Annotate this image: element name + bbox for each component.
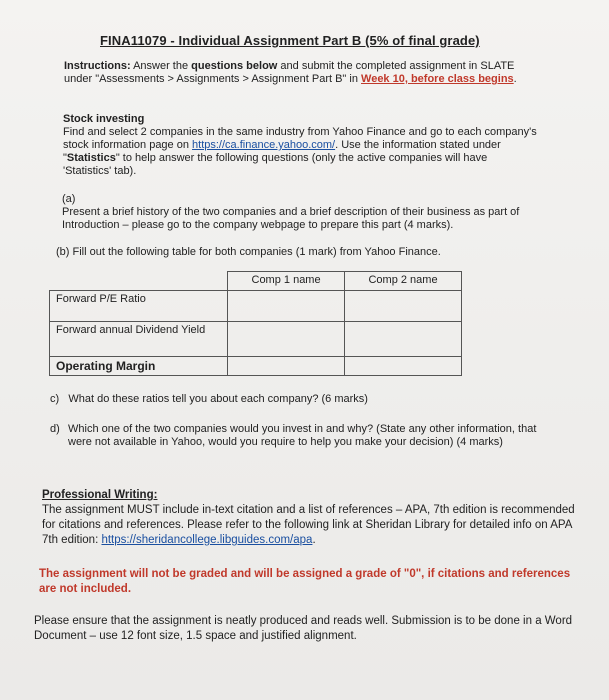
table-corner-cell <box>50 272 228 291</box>
question-a-text: Present a brief history of the two companies and a brief description of their business as part of Introduction – please go to the company webpage to prepare this part (4 marks). <box>62 206 520 231</box>
stock-text-2: . Use the information stated under " <box>63 139 501 164</box>
table-header-row <box>50 272 462 291</box>
cell-comp1-dividend-yield[interactable] <box>228 322 345 357</box>
professional-writing-end: . <box>312 534 316 546</box>
question-d-text: Which one of the two companies would you invest in and why? (State any other information, that were not available in Yahoo, would you require to help you make your decision) (4 marks) <box>68 423 537 448</box>
yahoo-finance-link[interactable]: https://ca.finance.yahoo.com/ <box>192 139 336 151</box>
instructions-bold: questions below <box>191 60 278 72</box>
question-a-label: (a) <box>62 193 76 205</box>
due-date-highlight: Week 10, before class begins <box>361 73 514 85</box>
cell-comp2-operating-margin[interactable] <box>345 357 462 376</box>
question-c <box>50 393 550 405</box>
stock-text-1: Find and select 2 companies in the same industry from Yahoo Finance and go to each company's stock information page on <box>63 126 537 151</box>
cell-comp1-operating-margin[interactable] <box>228 357 345 376</box>
professional-writing-section <box>42 488 582 548</box>
question-c-text: What do these ratios tell you about each company? (6 marks) <box>68 393 368 405</box>
question-d-label: d) <box>50 423 60 435</box>
question-d <box>50 423 560 449</box>
table-row <box>50 291 462 322</box>
instructions-text-2: and submit the completed assignment in SLATE under "Assessments > Assignments > Assignment Part B" in <box>64 60 515 85</box>
submission-instructions: Please ensure that the assignment is neatly produced and reads well. Submission is to be done in a Word Document – use 12 font size, 1.5 space and justified alignment. <box>34 615 573 642</box>
instructions-text-1: Answer the <box>130 60 192 72</box>
professional-writing-text: The assignment MUST include in-text citation and a list of references – APA, 7th edition is recommended for citations and references. Please refer to the following link at Sheridan Library for detailed info on APA 7th edition: <box>42 504 575 546</box>
cell-comp2-dividend-yield[interactable] <box>345 322 462 357</box>
question-a <box>62 193 542 232</box>
row-label-forward-pe: Forward P/E Ratio <box>50 291 228 322</box>
apa-guide-link[interactable]: https://sheridancollege.libguides.com/apa <box>101 534 313 546</box>
row-label-dividend-yield: Forward annual Dividend Yield <box>50 322 228 357</box>
instructions-label: Instructions: <box>64 60 131 72</box>
question-b <box>56 246 536 258</box>
stock-text-3: " to help answer the following questions (only the active companies will have 'Statistics' tab). <box>63 152 488 177</box>
stock-investing-section <box>63 113 538 178</box>
question-b-label: (b) <box>56 246 70 258</box>
question-b-text: Fill out the following table for both companies (1 mark) from Yahoo Finance. <box>72 246 441 258</box>
table-header-comp2: Comp 2 name <box>345 272 462 291</box>
row-label-operating-margin: Operating Margin <box>50 357 228 376</box>
question-c-label: c) <box>50 393 60 405</box>
table-row <box>50 322 462 357</box>
ratios-table <box>49 271 462 376</box>
table-row <box>50 357 462 376</box>
instructions-paragraph <box>64 60 534 86</box>
professional-writing-heading: Professional Writing: <box>42 489 158 501</box>
stock-heading: Stock investing <box>63 113 145 125</box>
instructions-text-3: . <box>513 73 517 85</box>
cell-comp2-forward-pe[interactable] <box>345 291 462 322</box>
table-header-comp1: Comp 1 name <box>228 272 345 291</box>
cell-comp1-forward-pe[interactable] <box>228 291 345 322</box>
citation-warning: The assignment will not be graded and will be assigned a grade of "0", if citations and references are not included. <box>39 568 571 595</box>
page-title: FINA11079 - Individual Assignment Part B (5% of final grade) <box>100 33 480 48</box>
statistics-bold: Statistics <box>66 152 116 164</box>
